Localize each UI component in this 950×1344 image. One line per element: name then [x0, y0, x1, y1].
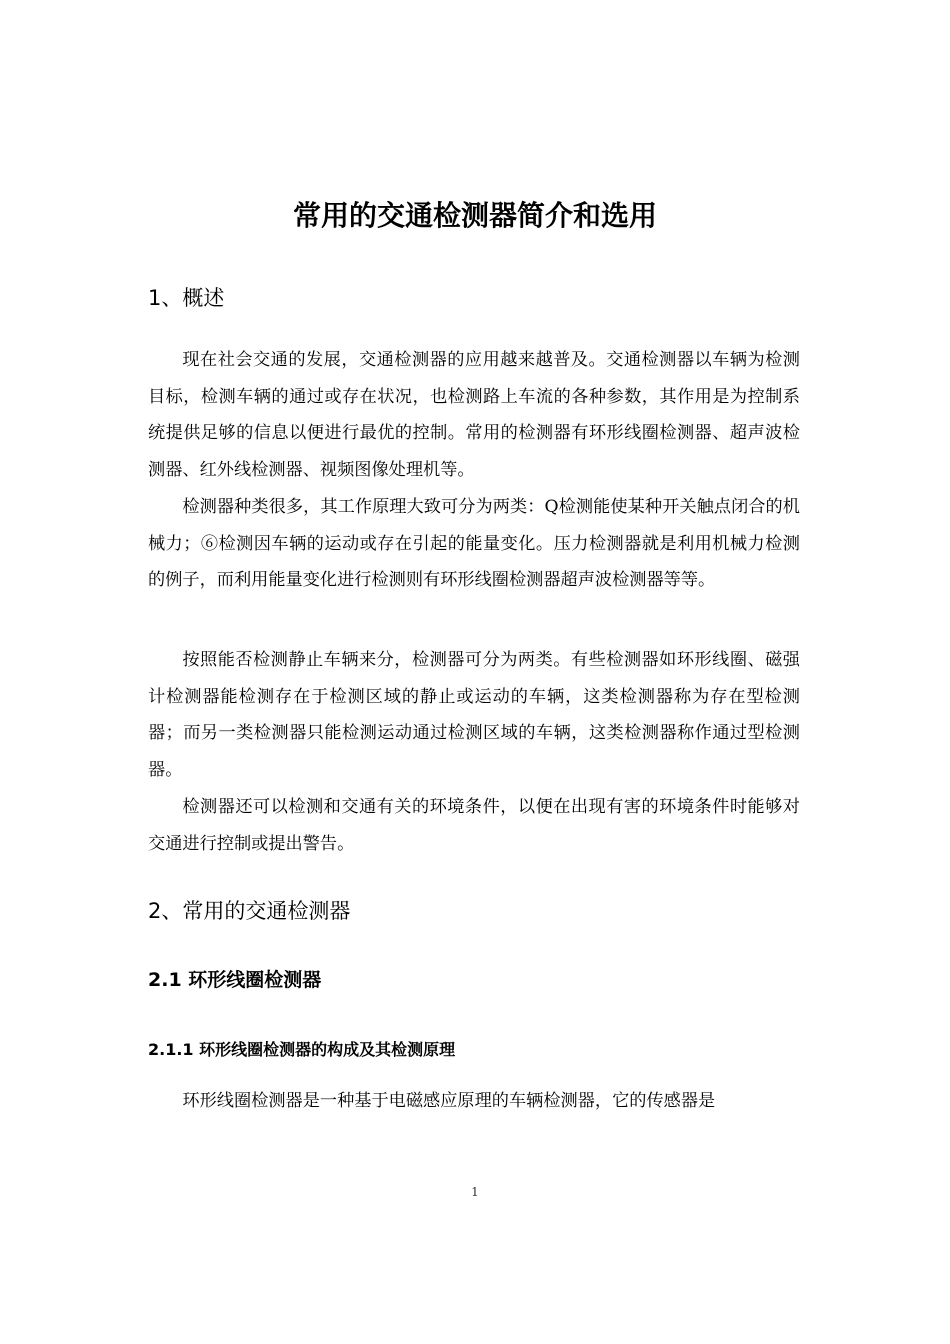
page-number: 1 — [471, 1185, 479, 1199]
section-2-1-number: 2.1 — [148, 969, 182, 991]
section-2-1-title: 环形线圈检测器 — [188, 969, 322, 991]
section-1-heading: 1、概述 — [148, 286, 225, 310]
section-2-1-heading — [148, 966, 321, 994]
section-1-paragraph-1: 现在社会交通的发展，交通检测器的应用越来越普及。交通检测器以车辆为检测目标，检测车辆的通过或存在状况，也检测路上车流的各种参数，其作用是为控制系统提供足够的信息以便进行最优的控制。常用的检测器有环形线圈检测器、超声波检测器、红外线检测器、视频图像处理机等。 — [148, 350, 800, 480]
section-2-1-1-title: 环形线圈检测器的构成及其检测原理 — [199, 1040, 456, 1059]
section-1-paragraph-4: 检测器还可以检测和交通有关的环境条件，以便在出现有害的环境条件时能够对交通进行控制或提出警告。 — [148, 797, 800, 854]
section-1-paragraph-2: 检测器种类很多，其工作原理大致可分为两类：Q检测能使某种开关触点闭合的机械力；⑥检测因车辆的运动或存在引起的能量变化。压力检测器就是利用机械力检测的例子，而利用能量变化进行检测则有环形线圈检测器超声波检测器等等。 — [148, 497, 800, 590]
section-1-paragraph-3: 按照能否检测静止车辆来分，检测器可分为两类。有些检测器如环形线圈、磁强计检测器能检测存在于检测区域的静止或运动的车辆，这类检测器称为存在型检测器；而另一类检测器只能检测运动通过检测区域的车辆，这类检测器称作通过型检测器。 — [148, 650, 800, 780]
section-2-1-1-heading — [148, 1038, 455, 1062]
section-2-1-1-paragraph-1: 环形线圈检测器是一种基于电磁感应原理的车辆检测器，它的传感器是 — [182, 1091, 716, 1111]
document-title: 常用的交通检测器简介和选用 — [292, 199, 657, 232]
section-2-heading: 2、常用的交通检测器 — [148, 899, 351, 923]
section-2-1-1-number: 2.1.1 — [148, 1040, 194, 1059]
